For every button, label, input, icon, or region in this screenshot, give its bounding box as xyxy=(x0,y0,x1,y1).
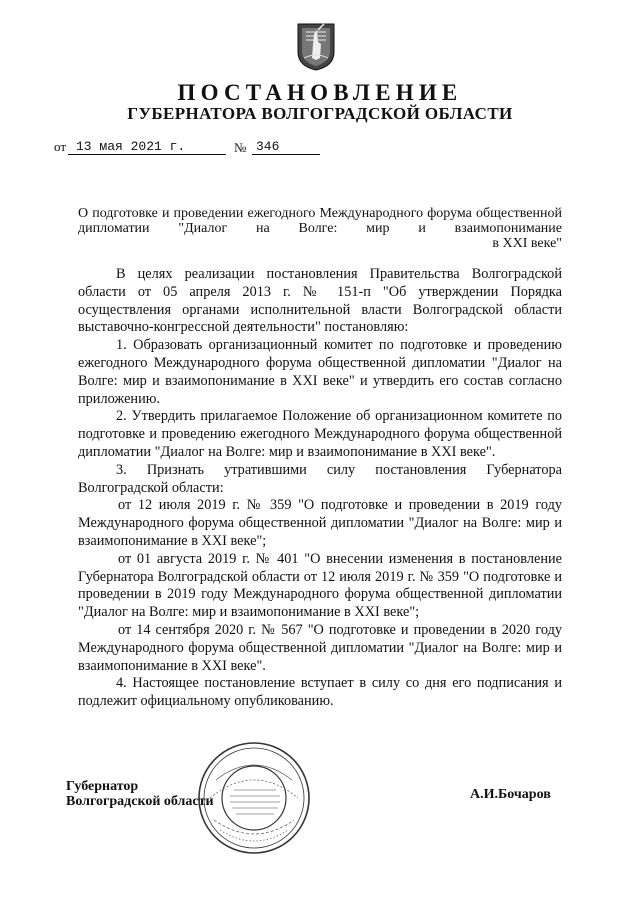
item-2-paragraph: 2. Утвердить прилагаемое Положение об организационном комитете по подготовке и проведению ежегодного Международного форума общественной дипломатии "Диалог на Волге: мир и взаимопонимание в XXI веке". xyxy=(78,408,562,460)
signatory-name: А.И.Бочаров xyxy=(470,787,551,802)
item-3b-paragraph: от 01 августа 2019 г. № 401 "О внесении изменения в постановление Губернатора Волгоградской области от 12 июля 2019 г. № 359 "О подготовке и проведении в 2019 году Международного форума общественной дипломатии "Диалог на Волге: мир и взаимопонимание в XXI веке"; xyxy=(78,550,562,621)
from-label: от xyxy=(54,139,67,154)
decree-subject xyxy=(78,206,562,251)
subject-text-end: в XXI веке" xyxy=(492,236,562,251)
signatory-position xyxy=(66,779,214,809)
item-1-paragraph: 1. Образовать организационный комитет по подготовке и проведению ежегодного Международного форума общественной дипломатии "Диалог на Волге: мир и взаимопонимание в XXI веке" и утвердить его состав согласно приложению. xyxy=(78,337,562,407)
item-3-paragraph: 3. Признать утратившими силу постановления Губернатора Волгоградской области: xyxy=(78,461,562,496)
signatory-position-line-1: Губернатор xyxy=(66,779,139,794)
document-title: ПОСТАНОВЛЕНИЕ xyxy=(177,80,463,105)
signatory-position-line-2: Волгоградской области xyxy=(66,794,214,809)
item-3c-paragraph: от 14 сентября 2020 г. № 567 "О подготовке и проведении в 2020 году Международного форума общественной дипломатии "Диалог на Волге: мир и взаимопонимание в XXI веке". xyxy=(78,621,562,674)
preamble-paragraph: В целях реализации постановления Правительства Волгоградской области от 05 апреля 2013 г. № 151-п "Об утверждении Порядка осуществления органами исполнительной власти Волгоградской области выставочно-конгрессной деятельности" постановляю: xyxy=(78,266,562,336)
item-3a-paragraph: от 12 июля 2019 г. № 359 "О подготовке и проведении в 2019 году Международного форума общественной дипломатии "Диалог на Волге: мир и взаимопонимание в XXI веке"; xyxy=(78,497,562,549)
decree-number-line xyxy=(54,139,280,155)
decree-date: 13 мая 2021 г. xyxy=(68,139,226,155)
number-label: № xyxy=(234,140,247,155)
subject-text: О подготовке и проведении ежегодного Международного форума общественной дипломатии "Диалог на Волге: мир и взаимопонимание xyxy=(78,206,562,236)
document-subtitle: ГУБЕРНАТОРА ВОЛГОГРАДСКОЙ ОБЛАСТИ xyxy=(127,104,513,123)
item-4-paragraph: 4. Настоящее постановление вступает в силу со дня его подписания и подлежит официальному опубликованию. xyxy=(78,675,562,710)
coat-of-arms-emblem xyxy=(296,22,336,72)
decree-number: 346 xyxy=(252,139,320,155)
decree-body xyxy=(78,266,562,711)
